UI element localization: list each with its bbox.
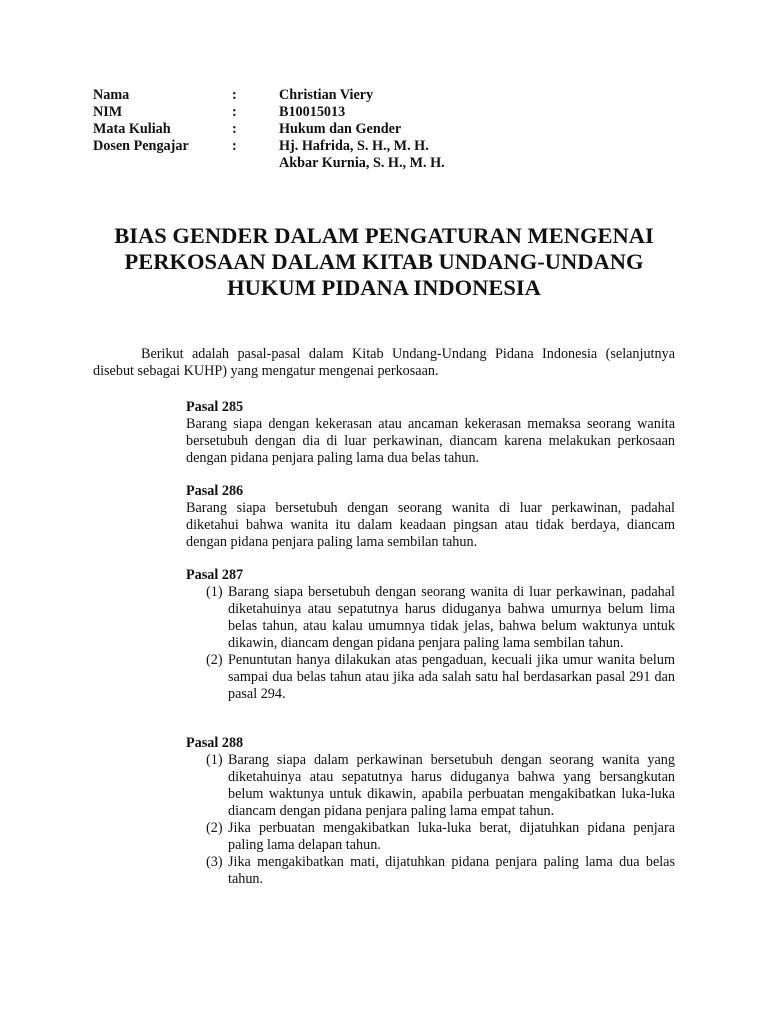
info-value: Christian Viery xyxy=(279,87,374,103)
list-item xyxy=(186,854,675,888)
info-label: Mata Kuliah xyxy=(93,121,171,137)
info-label: Dosen Pengajar xyxy=(93,138,189,154)
info-value: B10015013 xyxy=(279,104,346,120)
clause-text: Penuntutan hanya dilakukan atas pengaduan, kecuali jika umur wanita belum sampai dua belas tahun atau jika ada salah satu hal berdasarkan pasal 291 dan pasal 294. xyxy=(228,652,675,702)
info-value: Hukum dan Gender xyxy=(279,121,402,137)
article-288 xyxy=(186,735,675,888)
info-row-course xyxy=(93,121,445,138)
clause-number: (2) xyxy=(206,820,223,836)
info-colon: : xyxy=(232,138,237,154)
info-row-lecturer xyxy=(93,138,445,155)
intro-paragraph: Berikut adalah pasal-pasal dalam Kitab Undang-Undang Pidana Indonesia (selanjutnya disebut sebagai KUHP) yang mengatur mengenai perkosaan. xyxy=(93,346,675,379)
list-item xyxy=(186,752,675,820)
article-286 xyxy=(186,483,675,551)
article-title: Pasal 286 xyxy=(186,483,244,499)
info-colon: : xyxy=(232,121,237,137)
article-title: Pasal 288 xyxy=(186,735,244,751)
info-colon: : xyxy=(232,104,237,120)
clause-number: (3) xyxy=(206,854,223,870)
clause-number: (2) xyxy=(206,652,223,668)
clause-text: Jika perbuatan mengakibatkan luka-luka berat, dijatuhkan pidana penjara paling lama delapan tahun. xyxy=(228,820,675,853)
article-clauses xyxy=(186,752,675,888)
article-title: Pasal 287 xyxy=(186,567,244,583)
clause-number: (1) xyxy=(206,752,223,768)
info-row-name xyxy=(93,87,445,104)
student-info-table xyxy=(93,87,445,172)
list-item xyxy=(186,584,675,652)
list-item xyxy=(186,820,675,854)
info-row-lecturer-2 xyxy=(93,155,445,172)
info-label: Nama xyxy=(93,87,130,103)
list-item xyxy=(186,652,675,703)
article-text: Barang siapa dengan kekerasan atau ancaman kekerasan memaksa seorang wanita bersetubuh dengan dia di luar perkawinan, diancam karena melakukan perkosaan dengan pidana penjara paling lama dua belas tahun. xyxy=(186,416,675,466)
article-287 xyxy=(186,567,675,703)
info-label: NIM xyxy=(93,104,123,120)
document-title: BIAS GENDER DALAM PENGATURAN MENGENAI PERKOSAAN DALAM KITAB UNDANG-UNDANG HUKUM PIDANA INDONESIA xyxy=(114,223,654,300)
clause-number: (1) xyxy=(206,584,223,600)
info-value: Akbar Kurnia, S. H., M. H. xyxy=(279,155,445,171)
info-colon xyxy=(232,155,279,172)
clause-text: Barang siapa bersetubuh dengan seorang wanita di luar perkawinan, padahal diketahuinya atau sepatutnya harus diduganya bahwa umurnya belum lima belas tahun, atau kalau umumnya tidak jelas, bahwa belum waktunya untuk dikawin, diancam dengan pidana penjara paling lama sembilan tahun. xyxy=(228,584,675,651)
article-title: Pasal 285 xyxy=(186,399,244,415)
info-value: Hj. Hafrida, S. H., M. H. xyxy=(279,138,429,154)
info-colon: : xyxy=(232,87,237,103)
article-clauses xyxy=(186,584,675,703)
clause-text: Barang siapa dalam perkawinan bersetubuh dengan seorang wanita yang diketahuinya atau sepatutnya harus diduganya bahwa yang bersangkutan belum waktunya untuk dikawin, apabila perbuatan mengakibatkan luka-luka diancam dengan pidana penjara paling lama empat tahun. xyxy=(228,752,675,819)
info-row-nim xyxy=(93,104,445,121)
info-label xyxy=(93,155,232,172)
article-285 xyxy=(186,399,675,467)
article-text: Barang siapa bersetubuh dengan seorang wanita di luar perkawinan, padahal diketahui bahwa wanita itu dalam keadaan pingsan atau tidak berdaya, diancam dengan pidana penjara paling lama sembilan tahun. xyxy=(186,500,675,550)
clause-text: Jika mengakibatkan mati, dijatuhkan pidana penjara paling lama dua belas tahun. xyxy=(228,854,675,887)
